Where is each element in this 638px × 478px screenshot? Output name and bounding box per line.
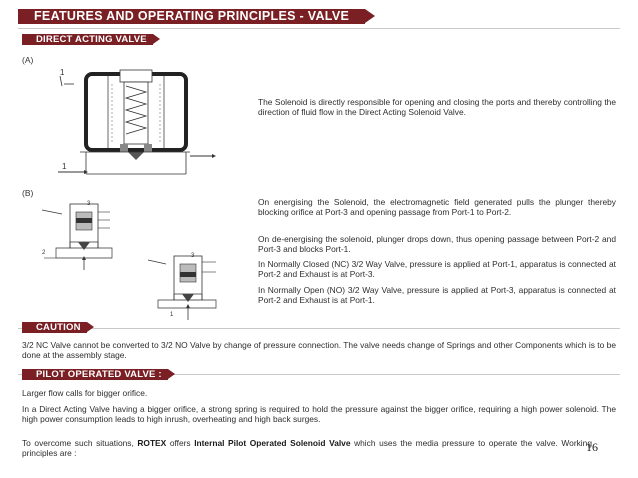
- pilot-3-mid: offers: [166, 438, 195, 448]
- paragraph-caution: 3/2 NC Valve cannot be converted to 3/2 NO Valve by change of pressure connection. The valve needs change of Springs and other Components which is to be done at the assembly stage.: [22, 340, 616, 360]
- page-title: FEATURES AND OPERATING PRINCIPLES - VALVE: [18, 9, 365, 24]
- section-heading-pilot-operated: PILOT OPERATED VALVE :: [22, 369, 168, 380]
- header-rule: [18, 28, 620, 29]
- paragraph-normally-closed: In Normally Closed (NC) 3/2 Way Valve, pressure is applied at Port-1, apparatus is connected at Port-2 and Exhaust is at Port-3.: [258, 259, 616, 279]
- section-heading-caution: CAUTION: [22, 322, 87, 333]
- caution-rule: [18, 328, 620, 329]
- paragraph-pilot-1: Larger flow calls for bigger orifice.: [22, 388, 148, 398]
- pilot-3-pre: To overcome such situations,: [22, 438, 138, 448]
- section-heading-direct-acting: DIRECT ACTING VALVE: [22, 34, 153, 45]
- figure-a-solenoid-diagram: [50, 64, 220, 180]
- pilot-3-post: which uses the media pressure to operate the valve. Working principles are :: [22, 438, 592, 458]
- figure-b-label: (B): [22, 188, 34, 198]
- paragraph-fig-a: The Solenoid is directly responsible for opening and closing the ports and thereby controlling the direction of fluid flow in the Direct Acting Solenoid Valve.: [258, 97, 616, 117]
- figure-a-port-1-top: 1: [60, 68, 65, 77]
- figure-b-left-port-2: 2: [42, 250, 46, 256]
- paragraph-pilot-3: [22, 438, 592, 458]
- paragraph-pilot-2: In a Direct Acting Valve having a bigger orifice, a strong spring is required to hold the pressure against the bigger orifice, requiring a high power solenoid. The high power consumption leads to high inrush, overheating and high back surges.: [22, 404, 616, 424]
- paragraph-normally-open: In Normally Open (NO) 3/2 Way Valve, pressure is applied at Port-3, apparatus is connected at Port-2 and Exhaust is at Port-1.: [258, 285, 616, 305]
- product-name: Internal Pilot Operated Solenoid Valve: [194, 438, 351, 448]
- figure-a-label: (A): [22, 55, 34, 65]
- figure-b-left-port-3: 3: [87, 201, 91, 207]
- figure-a-port-1-bottom: 1: [62, 162, 67, 171]
- paragraph-de-energising: On de-energising the solenoid, plunger drops down, thus opening passage between Port-2 and Port-3 and blocks Port-1.: [258, 234, 616, 254]
- figure-b-valve-diagrams: [36, 198, 236, 322]
- figure-b-right-port-1: 1: [170, 312, 174, 318]
- brand-name: ROTEX: [137, 438, 167, 448]
- figure-b-right-port-3: 3: [191, 253, 195, 259]
- paragraph-energising: On energising the Solenoid, the electromagnetic field generated pulls the plunger thereby blocking orifice at Port-3 and opening passage from Port-1 to Port-2.: [258, 197, 616, 217]
- page-number: 16: [586, 440, 598, 454]
